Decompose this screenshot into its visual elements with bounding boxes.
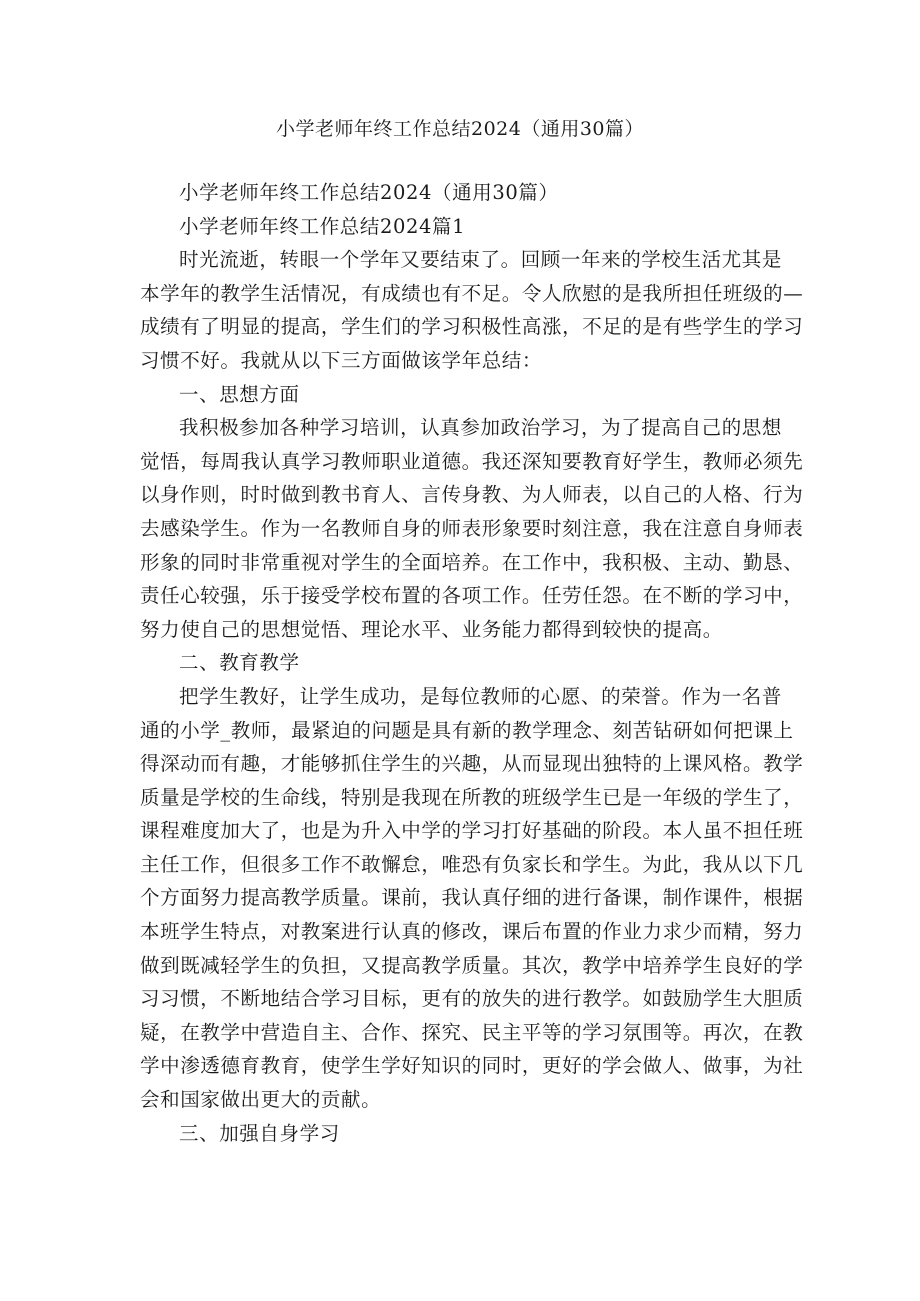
text-line: 个方面努力提高教学质量。课前，我认真仔细的进行备课，制作课件，根据 [140,886,804,910]
text-line: 课程难度加大了，也是为升入中学的学习打好基础的阶段。本人虽不担任班 [140,819,804,843]
text-line: 把学生教好，让学生成功，是每位教师的心愿、的荣誉。作为一名普 [179,684,783,708]
text-line: 形象的同时非常重视对学生的全面培养。在工作中，我积极、主动、勤恳、 [140,550,804,574]
text-line: 本学年的教学生活情况，有成绩也有不足。令人欣慰的是我所担任班级的— [140,281,804,305]
text-line: 一、思想方面 [179,382,300,406]
text-line: 我积极参加各种学习培训，认真参加政治学习，为了提高自己的思想 [179,416,783,440]
text-line: 觉悟，每周我认真学习教师职业道德。我还深知要教育好学生，教师必须先 [140,449,804,473]
text-line: 本班学生特点，对教案进行认真的修改，课后布置的作业力求少而精，努力 [140,920,804,944]
text-line: 去感染学生。作为一名教师自身的师表形象要时刻注意，我在注意自身师表 [140,516,804,540]
text-line: 做到既减轻学生的负担，又提高教学质量。其次，教学中培养学生良好的学 [140,953,804,977]
text-line: 二、教育教学 [179,651,300,675]
text-line: 疑，在教学中营造自主、合作、探究、民主平等的学习氛围等。再次，在教 [140,1020,804,1044]
text-line: 得深动而有趣，才能够抓住学生的兴趣，从而显现出独特的上课风格。教学 [140,752,804,776]
text-line: 通的小学_教师，最紧迫的问题是具有新的教学理念、刻苦钻研如何把课上 [140,718,794,742]
text-line: 主任工作，但很多工作不敢懈怠，唯恐有负家长和学生。为此，我从以下几 [140,852,804,876]
text-line: 质量是学校的生命线，特别是我现在所教的班级学生已是一年级的学生了， [140,785,804,809]
text-line: 三、加强自身学习 [179,1121,340,1145]
document-title: 小学老师年终工作总结2024（通用30篇） [275,118,645,140]
text-line: 小学老师年终工作总结2024篇1 [179,214,466,238]
text-line: 会和国家做出更大的贡献。 [140,1088,382,1112]
text-line: 习习惯，不断地结合学习目标，更有的放失的进行教学。如鼓励学生大胆质 [140,987,804,1011]
text-line: 成绩有了明显的提高，学生们的学习积极性高涨，不足的是有些学生的学习 [140,315,804,339]
text-line: 小学老师年终工作总结2024（通用30篇） [179,181,559,204]
text-line: 习惯不好。我就从以下三方面做该学年总结： [140,348,543,372]
document-body [140,176,804,1150]
text-line: 努力使自己的思想觉悟、理论水平、业务能力都得到较快的提高。 [140,617,723,641]
text-line: 学中渗透德育教育，使学生学好知识的同时，更好的学会做人、做事，为社 [140,1054,804,1078]
text-line: 时光流逝，转眼一个学年又要结束了。回顾一年来的学校生活尤其是 [179,248,783,272]
text-line: 责任心较强，乐于接受学校布置的各项工作。任劳任怨。在不断的学习中， [140,584,804,608]
text-line: 以身作则，时时做到教书育人、言传身教、为人师表，以自己的人格、行为 [140,483,804,507]
